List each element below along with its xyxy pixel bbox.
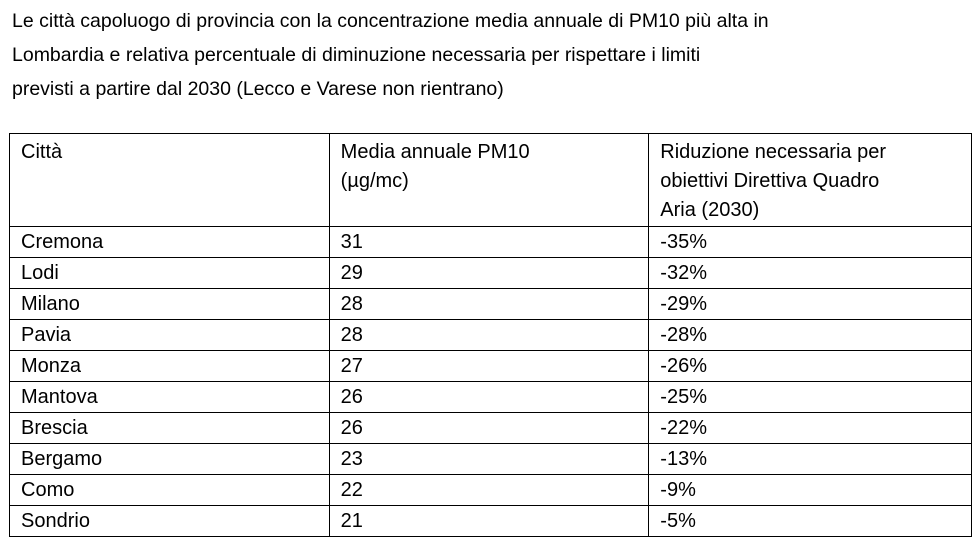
city-cell: Mantova (10, 382, 330, 413)
table-row (10, 289, 972, 320)
table-row (10, 320, 972, 351)
reduction-cell: -32% (649, 258, 972, 289)
city-cell: Lodi (10, 258, 330, 289)
pm10-table (9, 133, 972, 537)
header-pm10-average (329, 134, 649, 227)
table-row (10, 506, 972, 537)
pm10-cell: 28 (329, 320, 649, 351)
header-city (10, 134, 330, 227)
reduction-cell: -13% (649, 444, 972, 475)
city-cell: Milano (10, 289, 330, 320)
city-cell: Pavia (10, 320, 330, 351)
pm10-cell: 26 (329, 382, 649, 413)
table-header (10, 134, 972, 227)
pm10-cell: 27 (329, 351, 649, 382)
pm10-cell: 22 (329, 475, 649, 506)
intro-line-2: Lombardia e relativa percentuale di diminuzione necessaria per rispettare i limiti (12, 44, 701, 66)
header-reduction (649, 134, 972, 227)
header-reduction-line: obiettivi Direttiva Quadro (660, 170, 880, 192)
header-reduction-line: Aria (2030) (660, 199, 760, 221)
table-row (10, 351, 972, 382)
pm10-cell: 23 (329, 444, 649, 475)
reduction-cell: -5% (649, 506, 972, 537)
reduction-cell: -22% (649, 413, 972, 444)
table-body (10, 227, 972, 537)
header-pm10-unit: (µg/mc) (340, 170, 409, 192)
intro-line-1: Le città capoluogo di provincia con la concentrazione media annuale di PM10 più alta in (12, 10, 769, 32)
table-row (10, 475, 972, 506)
table-row (10, 227, 972, 258)
reduction-cell: -9% (649, 475, 972, 506)
city-cell: Brescia (10, 413, 330, 444)
reduction-cell: -29% (649, 289, 972, 320)
reduction-cell: -35% (649, 227, 972, 258)
pm10-cell: 31 (329, 227, 649, 258)
table-row (10, 382, 972, 413)
pm10-cell: 26 (329, 413, 649, 444)
reduction-cell: -25% (649, 382, 972, 413)
pm10-cell: 28 (329, 289, 649, 320)
table-row (10, 258, 972, 289)
header-pm10-line: Media annuale PM10 (340, 141, 530, 163)
header-city-line: Città (21, 141, 63, 163)
intro-line-3: previsti a partire dal 2030 (Lecco e Varese non rientrano) (12, 78, 504, 100)
header-row (10, 134, 972, 227)
city-cell: Cremona (10, 227, 330, 258)
reduction-cell: -28% (649, 320, 972, 351)
city-cell: Monza (10, 351, 330, 382)
table-row (10, 444, 972, 475)
table-row (10, 413, 972, 444)
pm10-cell: 29 (329, 258, 649, 289)
pm10-cell: 21 (329, 506, 649, 537)
header-reduction-line: Riduzione necessaria per (660, 141, 886, 163)
city-cell: Bergamo (10, 444, 330, 475)
reduction-cell: -26% (649, 351, 972, 382)
intro-text (12, 4, 962, 106)
city-cell: Como (10, 475, 330, 506)
city-cell: Sondrio (10, 506, 330, 537)
